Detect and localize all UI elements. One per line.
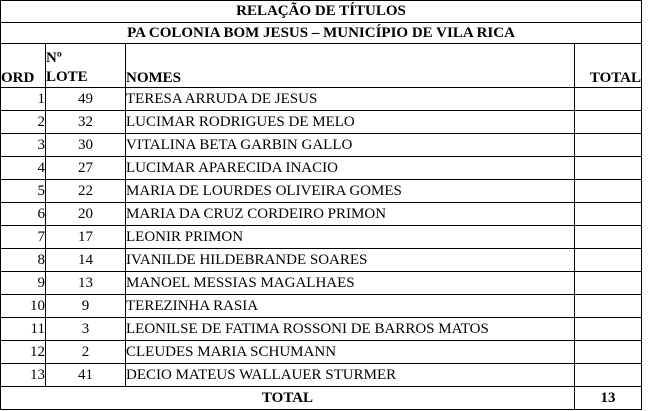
lote-cell: 49 — [46, 88, 126, 111]
table-row — [1, 203, 642, 226]
lote-cell: 13 — [46, 272, 126, 295]
lote-cell: 27 — [46, 157, 126, 180]
document-subtitle: PA COLONIA BOM JESUS – MUNICÍPIO DE VILA RICA — [1, 23, 642, 44]
subtitle-row — [1, 23, 642, 44]
lote-cell: 22 — [46, 180, 126, 203]
total-cell — [575, 134, 642, 157]
table-row — [1, 111, 642, 134]
ord-cell: 10 — [1, 295, 46, 318]
table-row — [1, 318, 642, 341]
name-cell: MARIA DA CRUZ CORDEIRO PRIMON — [126, 203, 575, 226]
name-cell: IVANILDE HILDEBRANDE SOARES — [126, 249, 575, 272]
total-cell — [575, 318, 642, 341]
table-row — [1, 295, 642, 318]
lote-header-bottom: LOTE — [46, 69, 88, 85]
lote-cell: 30 — [46, 134, 126, 157]
ord-cell: 3 — [1, 134, 46, 157]
name-cell: TERESA ARRUDA DE JESUS — [126, 88, 575, 111]
titles-table-body — [1, 1, 642, 410]
table-row — [1, 341, 642, 364]
name-cell: MARIA DE LOURDES OLIVEIRA GOMES — [126, 180, 575, 203]
ord-cell: 9 — [1, 272, 46, 295]
name-cell: MANOEL MESSIAS MAGALHAES — [126, 272, 575, 295]
ord-cell: 8 — [1, 249, 46, 272]
ord-cell: 11 — [1, 318, 46, 341]
name-cell: DECIO MATEUS WALLAUER STURMER — [126, 364, 575, 387]
name-cell: LEONIR PRIMON — [126, 226, 575, 249]
lote-cell: 20 — [46, 203, 126, 226]
ord-header: ORD — [1, 44, 46, 88]
ord-cell: 1 — [1, 88, 46, 111]
document-title: RELAÇÃO DE TÍTULOS — [1, 1, 642, 23]
total-cell — [575, 364, 642, 387]
total-cell — [575, 226, 642, 249]
table-row — [1, 272, 642, 295]
lote-cell: 14 — [46, 249, 126, 272]
total-cell — [575, 341, 642, 364]
total-cell — [575, 295, 642, 318]
name-cell: LUCIMAR APARECIDA INACIO — [126, 157, 575, 180]
lote-header-top: Nº — [46, 50, 62, 66]
name-cell: VITALINA BETA GARBIN GALLO — [126, 134, 575, 157]
table-row — [1, 226, 642, 249]
name-cell: CLEUDES MARIA SCHUMANN — [126, 341, 575, 364]
lote-cell: 32 — [46, 111, 126, 134]
ord-cell: 13 — [1, 364, 46, 387]
ord-cell: 4 — [1, 157, 46, 180]
table-row — [1, 364, 642, 387]
table-row — [1, 180, 642, 203]
name-cell: TEREZINHA RASIA — [126, 295, 575, 318]
nomes-header: NOMES — [126, 44, 575, 88]
table-row — [1, 134, 642, 157]
total-cell — [575, 88, 642, 111]
table-row — [1, 157, 642, 180]
total-row — [1, 387, 642, 410]
total-label: TOTAL — [1, 387, 575, 410]
ord-cell: 7 — [1, 226, 46, 249]
name-cell: LEONILSE DE FATIMA ROSSONI DE BARROS MATOS — [126, 318, 575, 341]
title-row — [1, 1, 642, 23]
total-cell — [575, 249, 642, 272]
lote-cell: 3 — [46, 318, 126, 341]
total-cell — [575, 203, 642, 226]
ord-cell: 6 — [1, 203, 46, 226]
lote-cell: 41 — [46, 364, 126, 387]
total-cell — [575, 157, 642, 180]
table-row — [1, 249, 642, 272]
total-cell — [575, 272, 642, 295]
lote-cell: 9 — [46, 295, 126, 318]
total-cell — [575, 111, 642, 134]
table-row — [1, 88, 642, 111]
lote-cell: 2 — [46, 341, 126, 364]
ord-cell: 2 — [1, 111, 46, 134]
lote-cell: 17 — [46, 226, 126, 249]
name-cell: LUCIMAR RODRIGUES DE MELO — [126, 111, 575, 134]
total-cell — [575, 180, 642, 203]
ord-cell: 12 — [1, 341, 46, 364]
total-header: TOTAL — [575, 44, 642, 88]
total-value: 13 — [575, 387, 642, 410]
ord-cell: 5 — [1, 180, 46, 203]
lote-header — [46, 44, 126, 88]
header-row — [1, 44, 642, 88]
